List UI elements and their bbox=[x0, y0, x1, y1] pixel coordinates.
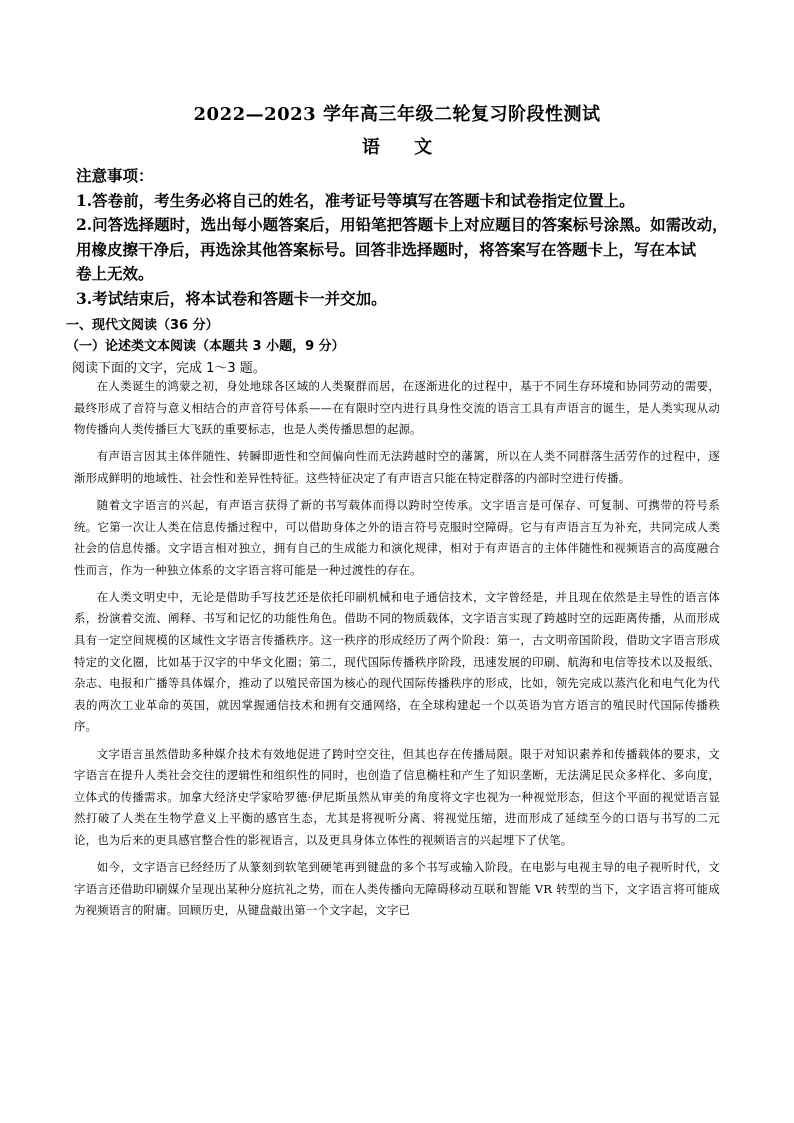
paragraph-1: 在人类诞生的鸿蒙之初，身处地球各区域的人类聚群而居，在逐渐进化的过程中，基于不同生存环境和协同劳动的需要，最终形成了音符与意义相结合的声音符号体系——在有限时空内进行具身性交流的语言工具有声语言的诞生，是人类实现从动物传播向人类传播巨大飞跃的重要标志，也是人类传播思想的起源。 bbox=[74, 379, 720, 437]
notes-line-5: 3.考试结束后，将本试卷和答题卡一并交加。 bbox=[76, 288, 387, 308]
paragraph-4: 在人类文明史中，无论是借助手写技艺还是依托印刷机械和电子通信技术，文字曾经是，并且现在依然是主导性的语言体系，扮演着交流、阐释、书写和记忆的功能性角色。借助不同的物质载体，文字语言实现了跨越时空的远距离传播，从而形成具有一定空间规模的区域性文字语言传播秩序。这一秩序的形成经历了两个阶段：第一，古文明帝国阶段，借助文字语言形成特定的文化圈，比如基于汉字的中华文化圈；第二，现代国际传播秩序阶段，迅速发展的印刷、航海和电信等技术以及报纸、杂志、电报和广播等具体媒介，推动了以殖民帝国为核心的现代国际传播秩序的形成，比如，领先完成以蒸汽化和电气化为代表的两次工业革命的英国，就因掌握通信技术和拥有交通网络，在全球构建起一个以英语为官方语言的殖民时代国际传播秩序。 bbox=[74, 589, 720, 734]
paragraph-3: 随着文字语言的兴起，有声语言获得了新的书写载体而得以跨时空传承。文字语言是可保存、可复制、可携带的符号系统。它第一次让人类在信息传播过程中，可以借助身体之外的语言符号克服时空障碍。它与有声语言互为补充，共同完成人类社会的信息传播。文字语言相对独立，拥有自己的生成能力和演化规律，相对于有声语言的主体伴随性和视频语言的高度融合性而言，作为一种独立体系的文字语言将可能是一种过渡性的存在。 bbox=[74, 497, 720, 577]
reading-instruction: 阅读下面的文字，完成 1～3 题。 bbox=[72, 361, 266, 376]
notes-line-3: 用橡皮擦干净后，再选涂其他答案标号。回答非选择题时，将答案写在答题卡上，写在本试 bbox=[76, 239, 697, 259]
notes-line-4: 卷上无效。 bbox=[76, 264, 154, 283]
subject-title: 语 文 bbox=[361, 137, 433, 158]
section-heading-2: （一）论述类文本阅读（本题共 3 小题，9 分） bbox=[66, 339, 345, 354]
exam-title: 2022—2023 学年高三年级二轮复习阶段性测试 bbox=[193, 104, 601, 125]
paragraph-6: 如今，文字语言已经经历了从篆刻到软笔到硬笔再到键盘的多个书写或输入阶段。在电影与电视主导的电子视听时代，文字语言还借助印刷媒介呈现出某种分庭抗礼之势，而在人类传播向无障碍移动互联和智能 VR 转型的当下，文字语言将可能成为视频语言的附庸。回顾历史，从键盘敲出第一个文字起，文字已 bbox=[74, 859, 720, 918]
notes-heading: 注意事项： bbox=[76, 166, 154, 185]
notes-block bbox=[76, 164, 728, 311]
section-heading-1: 一、现代文阅读（36 分） bbox=[66, 318, 219, 333]
paragraph-5: 文字语言虽然借助多种媒介技术有效地促进了跨时空交往，但其也存在传播局限。限于对知识素养和传播载体的要求，文字语言在提升人类社会交往的逻辑性和组织性的同时，也创造了信息椭柱和产生了知识垄断，无法满足民众多样化、多向度，立体式的传播需求。加拿大经济史学家哈罗德·伊尼斯虽然从审美的角度将文字也视为一种视觉形态，但这个平面的视觉语言显然打破了人类在生物学意义上平衡的感官生态，尤其是将视听分离、将视觉压缩，进而形成了延续至今的口语与书写的二元论，也为后来的更具感官整合性的影视语言，以及更具身体立体性的视频语言的兴起埋下了伏笔。 bbox=[74, 746, 720, 847]
notes-line-2: 2.问答选择题时，选出每小题答案后，用铅笔把答题卡上对应题目的答案标号涂黑。如需改动， bbox=[76, 215, 728, 234]
paragraph-2: 有声语言因其主体伴随性、转瞬即逝性和空间偏向性而无法跨越时空的藩篱，所以在人类不同群落生活劳作的过程中，逐渐形成鲜明的地域性、社会性和差异性特征。这些特征决定了有声语言只能在特定群落的内部时空进行传播。 bbox=[74, 449, 720, 485]
notes-line-1: 1.答卷前，考生务必将自己的姓名，准考证号等填写在答题卡和试卷指定位置上。 bbox=[76, 190, 635, 210]
reading-passage bbox=[74, 376, 720, 927]
